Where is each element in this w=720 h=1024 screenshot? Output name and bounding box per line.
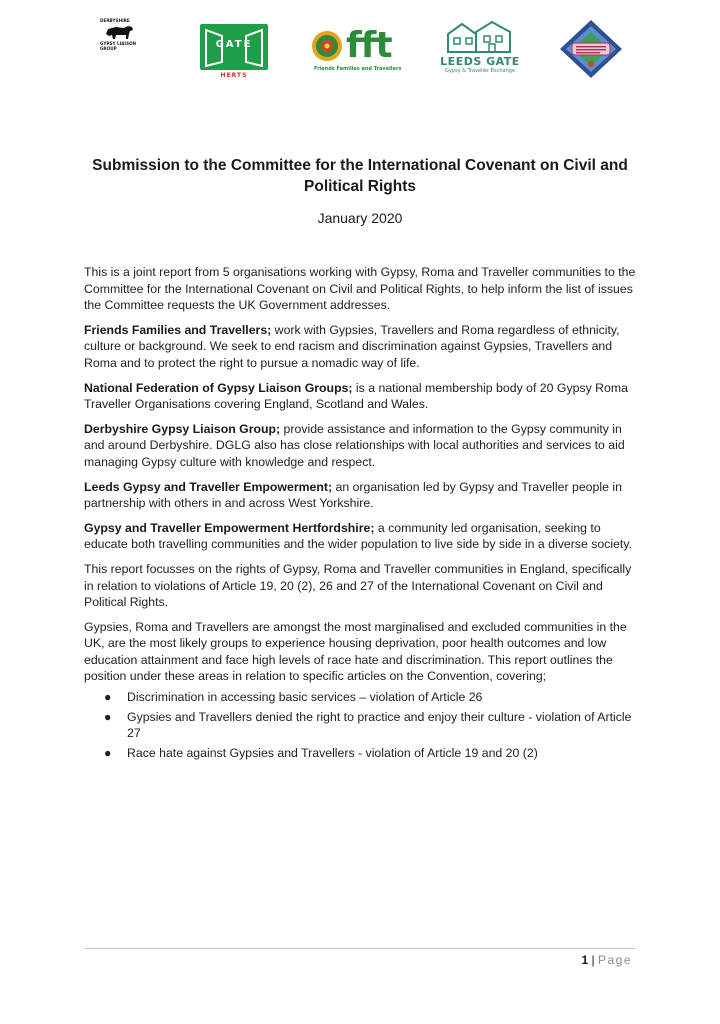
org-description: provide assistance and information to the Gypsy community in and around Derbyshire. DGLG also has close relationships with local authorities and services to aid managing Gypsy culture with knowledge and respect. — [84, 421, 625, 469]
marginalised-paragraph: Gypsies, Roma and Travellers are amongst the most marginalised and excluded communities in the UK, are the most likely groups to experience housing deprivation, poor health outcomes and low education attainment and face high levels of race hate and discrimination. This report outlines the position under these areas in relation to specific articles on the Convention, covering; — [84, 619, 627, 684]
bullet-icon: ● — [104, 690, 112, 705]
page-number: 1 — [581, 953, 589, 967]
document-title: Submission to the Committee for the International Covenant on Civil and Political Rights — [92, 157, 628, 195]
org-name: Leeds Gypsy and Traveller Empowerment; — [84, 479, 333, 494]
org-name: Friends Families and Travellers; — [84, 322, 272, 337]
org-paragraph — [84, 322, 636, 372]
org-description: a community led organisation, seeking to educate both travelling communities and the wider population to live side by side in a diverse society. — [84, 520, 632, 552]
list-item — [84, 709, 636, 742]
leeds-logo-word: LEEDS GATE — [440, 55, 520, 68]
list-item-text: Gypsies and Travellers denied the right to practice and enjoy their culture - violation of Article 27 — [127, 709, 632, 741]
focus-paragraph: This report focusses on the rights of Gypsy, Roma and Traveller communities in England, specifically in relation to violations of Article 19, 20 (2), 26 and 27 of the International Covenant on Civil and Political Rights. — [84, 561, 632, 610]
page-footer — [581, 953, 632, 967]
org-description: an organisation led by Gypsy and Traveller people in partnership with others in and across West Yorkshire. — [84, 479, 622, 511]
org-paragraph — [84, 380, 636, 413]
fft-logo-word: fft — [346, 25, 392, 66]
org-paragraph — [84, 421, 636, 471]
org-paragraph — [84, 520, 636, 553]
dglg-logo-line-1: DERBYSHIRE — [100, 18, 130, 23]
gate-herts-logo — [200, 18, 268, 88]
bullet-icon: ● — [104, 709, 112, 724]
dglg-logo-line-2: GYPSY LIAISON — [100, 41, 137, 46]
org-name: National Federation of Gypsy Liaison Groups; — [84, 380, 353, 395]
gate-logo-sub: HERTS — [220, 72, 248, 79]
leeds-logo-sub: Gypsy & Traveller Exchange — [444, 68, 516, 74]
gate-logo-box — [200, 24, 268, 70]
wheel-icon — [310, 29, 344, 63]
house-icon — [440, 18, 520, 54]
org-paragraph — [84, 479, 636, 512]
fft-logo-sub: Friends Families and Travellers — [314, 66, 402, 72]
page-label: Page — [597, 953, 632, 967]
document-body — [84, 264, 636, 764]
footer-divider — [84, 948, 636, 949]
leeds-gate-logo — [440, 18, 520, 88]
fft-logo — [310, 18, 410, 88]
org-name: Derbyshire Gypsy Liaison Group; — [84, 421, 281, 436]
dglg-logo-line-3: GROUP — [100, 46, 117, 51]
org-name: Gypsy and Traveller Empowerment Hertfordshire; — [84, 520, 375, 535]
logo-row — [0, 18, 720, 88]
derbyshire-gypsy-liaison-group-logo — [100, 18, 160, 88]
intro-paragraph: This is a joint report from 5 organisations working with Gypsy, Roma and Traveller communities to the Committee for the International Covenant on Civil and Political Rights, to help inform the list of issues the Committee requests the UK Government addresses. — [84, 265, 636, 313]
horse-icon — [102, 24, 142, 40]
org-description: work with Gypsies, Travellers and Roma regardless of ethnicity, culture or background. We seek to end racism and discrimination against Gypsies, Travellers and Roma and to protect the right to pursue a nomadic way of life. — [84, 322, 620, 370]
gate-logo-word: GATE — [215, 39, 253, 50]
list-item-text: Discrimination in accessing basic services – violation of Article 26 — [127, 690, 483, 705]
document-date: January 2020 — [317, 210, 403, 226]
national-federation-logo — [558, 18, 628, 88]
diamond-emblem-icon — [558, 18, 624, 80]
page-separator: | — [588, 953, 598, 967]
org-description: is a national membership body of 20 Gypsy Roma Traveller Organisations covering England, Scotland and Wales. — [84, 380, 628, 412]
list-item — [84, 689, 636, 706]
list-item — [84, 745, 636, 762]
issue-list — [84, 689, 636, 761]
bullet-icon: ● — [104, 745, 112, 760]
list-item-text: Race hate against Gypsies and Travellers - violation of Article 19 and 20 (2) — [127, 745, 538, 760]
